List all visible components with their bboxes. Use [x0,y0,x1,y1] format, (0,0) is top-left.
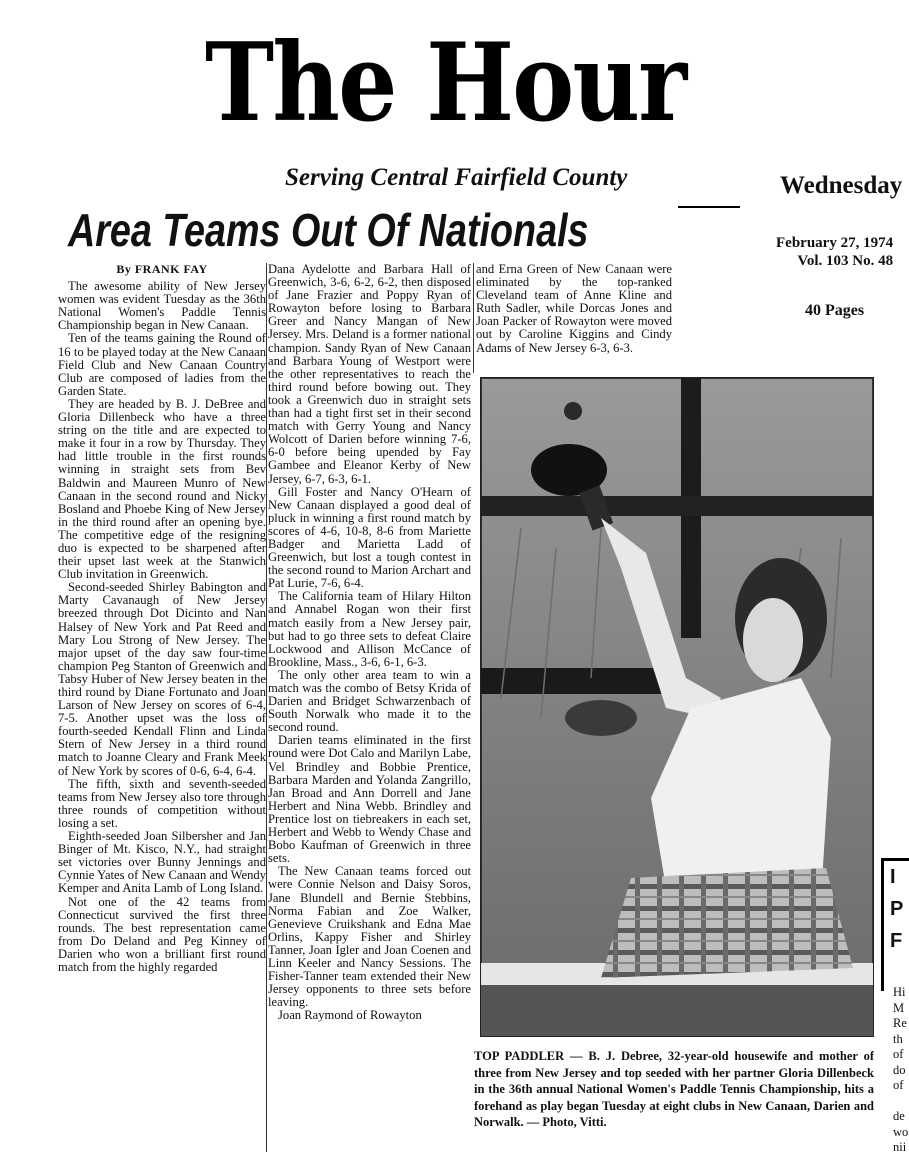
article-column-2 [268,263,471,1152]
article-paragraph: Not one of the 42 teams from Connecticut survived the first three rounds. The best representation came from Do Deland and Peg Kinney of Darien who won a brilliant first round match from the highly regarded [58,894,266,974]
masthead-weekday: Wednesday [780,172,903,199]
article-column-1 [58,263,266,1152]
article-paragraph: The fifth, sixth and seventh-seeded teams from New Jersey also tore through three rounds of competition without losing a set. [58,776,266,830]
article-paragraph: Darien teams eliminated in the first round were Dot Calo and Marilyn Labe, Vel Brindley and Bobbie Prentice, Barbara Marden and Yolanda Zangrillo, Jan Broad and Ann Dorrell and Jane Herbert and Nina Webb. Brindley and Prentice lost on tiebreakers in each set, Herbert and Webb to Wendy Chase and Bobo Kaufman of Greenwich in three sets. [268,733,471,866]
fragment-line: nii [893,1140,907,1152]
article-paragraph: Ten of the teams gaining the Round of 16 to be played today at the New Canaan Field Club and New Canaan Country Club are composed of ladies from the Garden State. [58,331,266,398]
article-paragraph: Gill Foster and Nancy O'Hearn of New Canaan displayed a good deal of pluck in winning a first round match by scores of 4-6, 10-8, 8-6 from Mariette Badger and Marietta Ladd of Greenwich, but lost a tough contest in the second round to Marion Archart and Pat Lurie, 7-6, 6-4. [268,484,471,591]
masthead-date: February 27, 1974 [776,235,894,251]
fragment-line: th [893,1031,903,1046]
masthead-rule [678,206,740,208]
masthead-title: The Hour [205,20,686,146]
fragment-line: of [893,1047,904,1061]
column-divider [266,263,267,1152]
article-paragraph: Second-seeded Shirley Babington and Marty Cavanaugh of New Jersey breezed through Dot Dicinto and Nan Halsey of New York and Pat Reed and Mary Lou Strong of New Jersey. The major upset of the day saw four-time champion Peg Stanton of Greenwich and Tabsy Huber of New Jersey beaten in the third round by Diane Fortunato and Joan Larson of New Jersey on scores of 6-4, 7-5. Another upset was the loss of fourth-seeded Kendall Flinn and Linda Stern of New Jersey in a third round match to Joanne Cleary and Frank Meek of New York by scores of 0-6, 6-4, 6-4. [58,580,266,778]
adjacent-letter: F [890,930,903,952]
article-paragraph: The awesome ability of New Jersey women was evident Tuesday as the 36th National Women's Paddle Tennis Championship began in New Canaan. [58,279,266,333]
fragment-line: wo [893,1124,909,1139]
masthead-dateline [776,234,893,270]
masthead-page-count: 40 Pages [805,302,865,319]
article-column-3 [476,263,672,383]
fragment-line: Re [893,1016,907,1030]
article-byline: By FRANK FAY [116,263,208,276]
fragment-line: Hi [893,985,906,999]
masthead-tagline: Serving Central Fairfield County [285,164,628,191]
article-headline: Area Teams Out Of Nationals [68,204,589,256]
article-paragraph: The California team of Hilary Hilton and Annabel Rogan won their first match easily from a New Jersey pair, but had to go three sets to defeat Claire Lockwood and Allison McCance of Brookline, Mass., 3-6, 6-1, 6-3. [268,589,471,669]
article-paragraph: and Erna Green of New Canaan were eliminated by the top-ranked Cleveland team of Anne Kline and Ruth Sadler, while Dorcas Jones and Joan Packer of Rowayton were moved out by Caroline Kiggins and Cindy Adams of New Jersey 6-3, 6-3. [476,263,672,355]
fragment-line: of [893,1078,904,1092]
adjacent-article-fragment [893,985,909,1152]
fragment-line: do [893,1062,906,1077]
article-paragraph: Eighth-seeded Joan Silbersher and Jan Binger of Mt. Kisco, N.Y., had straight set victories over Bunny Jennings and Cynnie Yates of New Canaan and Wendy Kemper and Anita Lamb of Long Island. [58,829,266,896]
article-paragraph: Dana Aydelotte and Barbara Hall of Greenwich, 3-6, 6-2, 6-2, then disposed of Jane Frazier and Poppy Ryan of Rowayton before losing to Barbara Greer and Nancy Mangan of New Jersey. Mrs. Deland is a former national champion. Sandy Ryan of New Canaan and Barbara Young of Westport were the other representatives to reach the third round before bowing out. They took a Greenwich duo in straight sets than had a tight first set in their second match with Gerry Young and Nancy Wolcott of Darien before winning 7-6, 6-0 before being upended by Fay Gambee and Eleanor Kerby of New Jersey, 6-7, 6-3, 6-1. [268,263,471,486]
adjacent-letter: I [890,866,896,888]
article-paragraph: The New Canaan teams forced out were Connie Nelson and Daisy Soros, Jane Blundell and Bernie Stebbins, Norma Fabian and Zoe Walker, Genevieve Cruikshank and Edna Mae Orlins, Kappy Fisher and Shirley Tanner, Joan Igler and Joan Coenen and Linn Keeler and Nancy Sessions. The Fisher-Tanner team extended their New Jersey opponents to three sets before leaving. [268,864,471,1010]
article-paragraph: Joan Raymond of Rowayton [278,1008,422,1023]
adjacent-article-box [881,858,909,991]
paddle-player-photo [481,378,873,1036]
news-photo [480,377,874,1037]
photo-caption: TOP PADDLER — B. J. Debree, 32-year-old housewife and mother of three from New Jersey and top seeded with her partner Gloria Dillenbeck in the 36th annual National Women's Paddle Tennis Championship, hits a forehand as play began Tuesday at eight clubs in New Canaan, Darien and Norwalk. — Photo, Vitti. [474,1049,874,1129]
column-divider [473,263,474,373]
article-paragraph: They are headed by B. J. DeBree and Gloria Dillenbeck who have a three string on the title and are expected to make it four in a row by Thursday. They had little trouble in the first rounds winning in straight sets from Bev Baldwin and Maureen Munro of New Canaan in the second round and Nicky Bosland and Phoebe King of New Jersey in the third round after an opening bye. The competitive edge of the resigning duo is expected to be sharpened after their upset last week at the Stanwich Club invitation in Greenwich. [58,396,266,582]
fragment-line [893,1094,909,1110]
article-paragraph: The only other area team to win a match was the combo of Betsy Krida of Darien and Bridget Schwarzenbach of South Norwalk who made it to the second round. [268,667,471,735]
fragment-line: de [893,1109,905,1123]
adjacent-letter: P [890,898,904,920]
masthead-volume: Vol. 103 No. 48 [797,253,894,269]
fragment-line: M [893,1000,905,1015]
